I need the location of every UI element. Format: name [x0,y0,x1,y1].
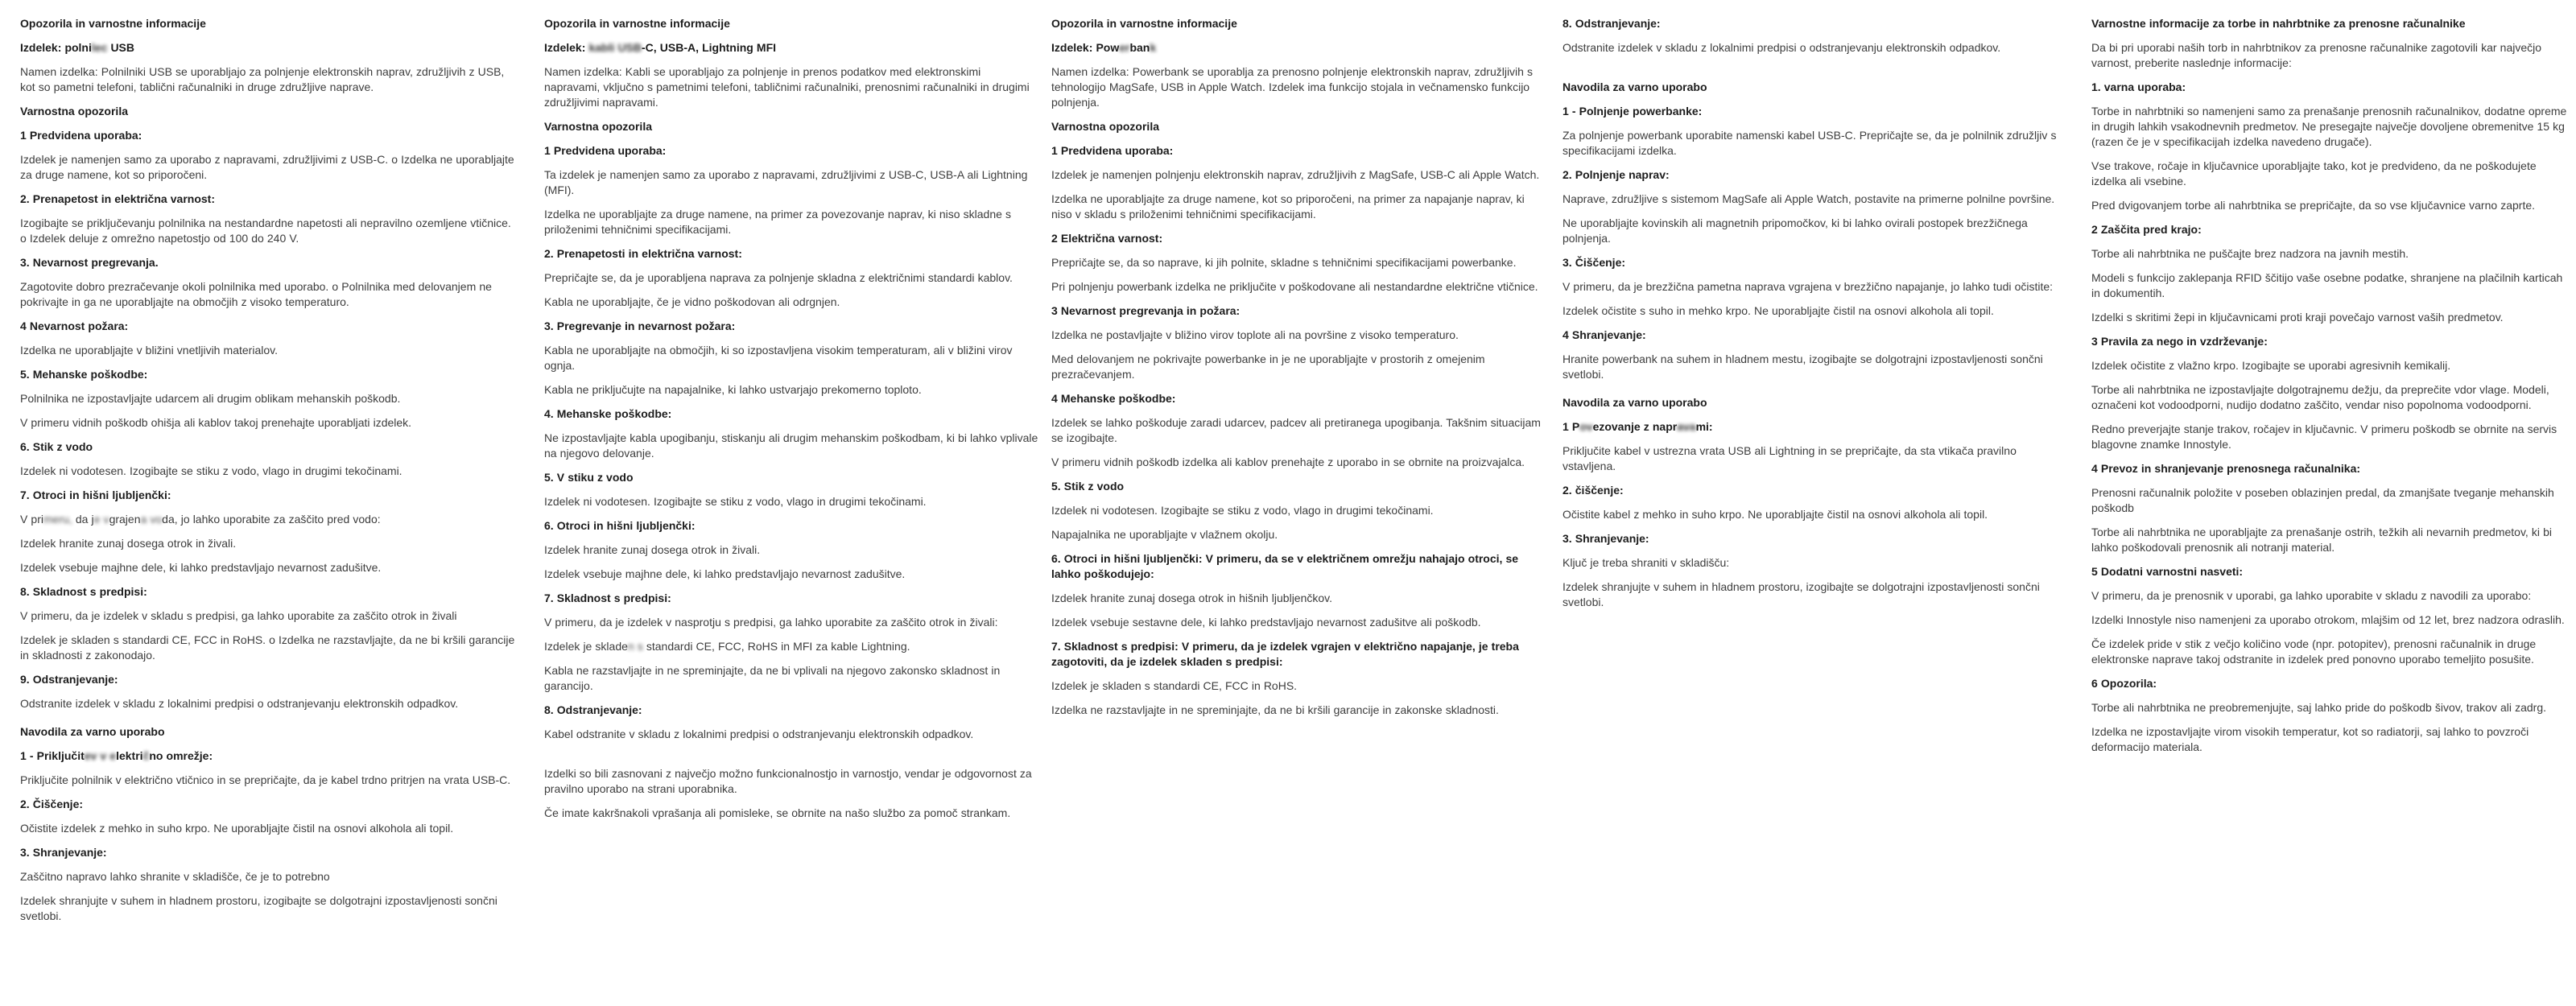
paragraph: Priključite kabel v ustrezna vrata USB ali Lightning in se prepričajte, da sta vtikača pravilno vstavljena. [1563,444,2017,472]
paragraph: Če imate kakršnakoli vprašanja ali pomisleke, se obrnite na našo službo za pomoč strankam. [544,806,1011,819]
paragraph: Izdelek hranite zunaj dosega otrok in živali. [544,543,761,556]
text-column-usb-charger-safety [20,16,515,933]
section-heading: Varnostna opozorila [20,105,128,118]
paragraph: Za polnjenje powerbank uporabite namenski kabel USB-C. Prepričajte se, da je polnilnik združljiv s specifikacijami izdelka. [1563,129,2057,157]
paragraph: Napajalnika ne uporabljajte v vlažnem okolju. [1051,528,1278,541]
paragraph: Pred dvigovanjem torbe ali nahrbtnika se prepričajte, da so vse ključavnice varno zaprte. [2091,199,2536,212]
paragraph: Polnilnika ne izpostavljajte udarcem ali drugim oblikam mehanskih poškodb. [20,392,401,405]
smudged-text: a vo [140,513,163,526]
paragraph: Ne uporabljajte kovinskih ali magnetnih pripomočkov, ki bi lahko ovirali postopek brezžičnega polnjenja. [1563,216,2028,245]
paragraph: Da bi pri uporabi naših torb in nahrbtnikov za prenosne računalnike zagotovili kar največjo varnost, preberite naslednje informacije: [2091,41,2542,69]
section-heading: 1 - Priključitev v električno omrežje: [20,749,213,762]
paragraph: Izdelka ne razstavljajte in ne spreminjajte, da ne bi kršili garancije in zakonske skladnosti. [1051,703,1499,716]
paragraph: Ta izdelek je namenjen samo za uporabo z napravami, združljivimi z USB-C, USB-A ali Lightning (MFI). [544,168,1028,196]
section-heading: 5 Dodatni varnostni nasveti: [2091,565,2244,578]
section-heading: Navodila za varno uporabo [1563,396,1707,409]
section-heading: 2. Prenapetosti in električna varnost: [544,247,742,260]
section-heading: 4 Shranjevanje: [1563,328,1646,341]
paragraph: Izdelek vsebuje sestavne dele, ki lahko predstavljajo nevarnost zadušitve ali poškodb. [1051,616,1481,629]
paragraph: V primeru, da je vgrajena voda, jo lahko uporabite za zaščito pred vodo: [20,513,381,526]
section-heading: 4 Prevoz in shranjevanje prenosnega računalnika: [2091,462,2361,475]
paragraph: Izdelek se lahko poškoduje zaradi udarcev, padcev ali pretiranega upogibanja. Takšnim situacijam se izogibajte. [1051,416,1541,444]
section-heading: 4 Nevarnost požara: [20,320,129,332]
section-heading: 7. Skladnost s predpisi: [544,592,671,604]
section-heading: Varnostna opozorila [544,120,652,133]
paragraph: Modeli s funkcijo zaklepanja RFID ščitijo vaše osebne podatke, shranjene na plačilnih karticah in dokumentih. [2091,271,2563,299]
paragraph: Zaščitno napravo lahko shranite v skladišče, če je to potrebno [20,870,330,883]
smudged-text: k [1150,41,1157,54]
text-column-powerbank-usage-and-cable-usage [1563,16,2058,619]
section-heading: Izdelek: polnilec USB [20,41,135,54]
paragraph: Izdelek vsebuje majhne dele, ki lahko predstavljajo nevarnost zadušitve. [20,561,382,574]
paragraph: Izdelki so bili zasnovani z največjo možno funkcionalnostjo in varnostjo, vendar je odgovornost za pravilno uporabo na strani uporabnika. [544,767,1032,795]
paragraph: Izdelek shranjujte v suhem in hladnem prostoru, izogibajte se dolgotrajni izpostavljenosti sončni svetlobi. [1563,580,2040,608]
paragraph: Torbe in nahrbtniki so namenjeni samo za prenašanje prenosnih računalnikov, dodatne opreme in drugih lahkih vsakodnevnih predmetov. Ne presegajte največje dovoljene obremenitve 15 kg (razen če je v specifikacijah izdelka navedeno drugače). [2091,105,2567,148]
section-heading: 1 - Polnjenje powerbanke: [1563,105,1703,118]
section-heading: 3. Shranjevanje: [20,846,107,859]
section-heading: 5. V stiku z vodo [544,471,634,484]
paragraph: Izdelek je namenjen polnjenju elektronskih naprav, združljivih z MagSafe, USB-C ali Apple Watch. [1051,168,1540,181]
section-heading: 1. varna uporaba: [2091,80,2186,93]
paragraph: Izdelki s skritimi žepi in ključavnicami proti kraji povečajo varnost vaših predmetov. [2091,311,2504,324]
section-heading: 8. Odstranjevanje: [1563,17,1661,30]
paragraph: Priključite polnilnik v električno vtičnico in se prepričajte, da je kabel trdno pritrjen na vrata USB-C. [20,773,511,786]
paragraph: Izdelek očistite s suho in mehko krpo. Ne uporabljajte čistil na osnovi alkohola ali topil. [1563,304,1994,317]
paragraph: Prepričajte se, da so naprave, ki jih polnite, skladne s tehničnimi specifikacijami powerbanke. [1051,256,1517,269]
paragraph: Namen izdelka: Polnilniki USB se uporabljajo za polnjenje elektronskih naprav, združljivih z USB, kot so pametni telefoni, tablični računalniki in druge združljive naprave. [20,65,505,93]
section-heading: 4. Mehanske poškodbe: [544,407,672,420]
paragraph: Izdelek je skladen s standardi CE, FCC in RoHS. [1051,679,1298,692]
paragraph: Ključ je treba shraniti v skladišču: [1563,556,1730,569]
section-heading: 2. Prenapetost in električna varnost: [20,192,215,205]
smudged-text: kabli USB [588,41,642,54]
paragraph: V primeru, da je prenosnik v uporabi, ga lahko uporabite v skladu z navodili za uporabo: [2091,589,2532,602]
text-column-powerbank-safety [1051,16,1546,727]
section-heading: Navodila za varno uporabo [1563,80,1707,93]
section-heading: Opozorila in varnostne informacije [20,17,206,30]
paragraph: Kabla ne uporabljajte na območjih, ki so izpostavljena visokim temperaturam, ali v bližini virov ognja. [544,344,1013,372]
paragraph: Izdelek hranite zunaj dosega otrok in živali. [20,537,237,550]
paragraph: Izdelka ne izpostavljajte virom visokih temperatur, kot so radiatorji, saj lahko to povzroči deformacijo materiala. [2091,725,2529,753]
section-heading: 8. Odstranjevanje: [544,703,642,716]
paragraph: Ne izpostavljajte kabla upogibanju, stiskanju ali drugim mehanskim poškodbam, ki bi lahko vplivale na njegovo delovanje. [544,431,1038,460]
paragraph: Vse trakove, ročaje in ključavnice uporabljajte tako, kot je predvideno, da ne poškodujete izdelka ali vsebine. [2091,159,2537,188]
text-column-cables-safety [544,16,1039,830]
paragraph: Namen izdelka: Kabli se uporabljajo za polnjenje in prenos podatkov med elektronskimi napravami, vključno s pametnimi telefoni, tabličnimi računalniki, prenosnimi računalniki in drugimi združljivimi napravami. [544,65,1030,109]
section-heading: 2 Električna varnost: [1051,232,1163,245]
paragraph: Izdelek je namenjen samo za uporabo z napravami, združljivimi z USB-C. o Izdelka ne uporabljajte za druge namene, kot so priporočeni. [20,153,514,181]
section-heading: 4 Mehanske poškodbe: [1051,392,1176,405]
paragraph: Pri polnjenju powerbank izdelka ne priključite v poškodovane ali nestandardne električne vtičnice. [1051,280,1538,293]
paragraph: V primeru, da je brezžična pametna naprava vgrajena v brezžično napajanje, jo lahko tudi očistite: [1563,280,2054,293]
paragraph: Izdelek vsebuje majhne dele, ki lahko predstavljajo nevarnost zadušitve. [544,567,906,580]
section-heading: Izdelek: Powerbank [1051,41,1157,54]
smudged-text: n s [627,640,646,653]
paragraph: Med delovanjem ne pokrivajte powerbanke in je ne uporabljajte v prostorih z omejenim prezračevanjem. [1051,353,1485,381]
text-column-laptop-bags-safety [2091,16,2574,764]
section-heading: Opozorila in varnostne informacije [544,17,730,30]
paragraph: V primeru vidnih poškodb ohišja ali kablov takoj prenehajte uporabljati izdelek. [20,416,412,429]
section-heading: 1 Povezovanje z napravami: [1563,420,1713,433]
section-heading: 3. Čiščenje: [1563,256,1626,269]
section-heading: Varnostna opozorila [1051,120,1159,133]
section-heading: 2. Polnjenje naprav: [1563,168,1670,181]
paragraph: Prepričajte se, da je uporabljena naprava za polnjenje skladna z električnimi standardi kablov. [544,271,1013,284]
section-heading: 6. Otroci in hišni ljubljenčki: [544,519,696,532]
section-heading: 6. Stik z vodo [20,440,93,453]
paragraph: Torbe ali nahrbtnika ne izpostavljajte dolgotrajnemu dežju, da preprečite vdor vlage. Modeli, označeni kot vodoodporni, nudijo dodatno zaščito, vendar niso popolnoma vodoodporni. [2091,383,2549,411]
paragraph: Izdelek ni vodotesen. Izogibajte se stiku z vodo, vlago in drugimi tekočinami. [544,495,927,508]
smudged-text: ava [1677,420,1696,433]
section-heading: 1 Predvidena uporaba: [544,144,667,157]
paragraph: Očistite kabel z mehko in suho krpo. Ne uporabljajte čistil na osnovi alkohola ali topil. [1563,508,1988,521]
paragraph: V primeru vidnih poškodb izdelka ali kablov prenehajte z uporabo in se obrnite na proizvajalca. [1051,456,1525,468]
section-heading: 7. Otroci in hišni ljubljenčki: [20,489,171,501]
smudged-text: ov [1579,420,1593,433]
paragraph: Izdelek očistite z vlažno krpo. Izogibajte se uporabi agresivnih kemikalij. [2091,359,2451,372]
paragraph: Izogibajte se priključevanju polnilnika na nestandardne napetosti ali nepravilno ozemljene vtičnice. o Izdelek deluje z omrežno napetostjo od 100 do 240 V. [20,216,511,245]
section-heading: 7. Skladnost s predpisi: V primeru, da je izdelek vgrajen v električno napajanje, je treba zagotoviti, da je izdelek skladen s predpisi: [1051,640,1519,668]
section-heading: 3 Pravila za nego in vzdrževanje: [2091,335,2268,348]
paragraph: Izdelek hranite zunaj dosega otrok in hišnih ljubljenčkov. [1051,592,1333,604]
smudged-text: meru, [43,513,76,526]
section-heading: 6. Otroci in hišni ljubljenčki: V primeru, da se v električnem omrežju nahajajo otroci, se lahko poškodujejo: [1051,552,1519,580]
smudged-text: lec [91,41,108,54]
paragraph: Zagotovite dobro prezračevanje okoli polnilnika med uporabo. o Polnilnika med delovanjem ne pokrivajte in ga ne uporabljajte na območjih z visoko temperaturo. [20,280,492,308]
paragraph: Izdelka ne uporabljajte v bližini vnetljivih materialov. [20,344,278,357]
paragraph: Očistite izdelek z mehko in suho krpo. Ne uporabljajte čistil na osnovi alkohola ali topil. [20,822,454,835]
paragraph: Naprave, združljive s sistemom MagSafe ali Apple Watch, postavite na primerne polnilne površine. [1563,192,2055,205]
section-heading: Izdelek: kabli USB-C, USB-A, Lightning MFI [544,41,777,54]
paragraph: Kabla ne uporabljajte, če je vidno poškodovan ali odrgnjen. [544,295,840,308]
paragraph: Izdelek ni vodotesen. Izogibajte se stiku z vodo, vlago in drugimi tekočinami. [1051,504,1434,517]
section-heading: 1 Predvidena uporaba: [1051,144,1174,157]
section-heading: 2. Čiščenje: [20,798,84,810]
paragraph: Kabel odstranite v skladu z lokalnimi predpisi o odstranjevanju elektronskih odpadkov. [544,728,974,740]
paragraph: Izdelka ne uporabljajte za druge namene, na primer za povezovanje naprav, ki niso skladne s priloženimi tehničnimi specifikacijami. [544,208,1011,236]
section-heading: 3. Nevarnost pregrevanja. [20,256,159,269]
paragraph: Izdelek je skladen s standardi CE, FCC in RoHS. o Izdelka ne razstavljajte, da ne bi kršili garancije in skladnosti z zakonodajo. [20,633,515,662]
paragraph: Redno preverjajte stanje trakov, ročajev in ključavnic. V primeru poškodb se obrnite na servis blagovne znamke Innostyle. [2091,423,2557,451]
paragraph: Odstranite izdelek v skladu z lokalnimi predpisi o odstranjevanju elektronskih odpadkov. [1563,41,2001,54]
section-heading: 3. Pregrevanje in nevarnost požara: [544,320,736,332]
paragraph: Prenosni računalnik položite v poseben oblazinjen predal, da zmanjšate tveganje mehanskih poškodb [2091,486,2554,514]
section-heading: 3 Nevarnost pregrevanja in požara: [1051,304,1241,317]
paragraph: Kabla ne razstavljajte in ne spreminjajte, da ne bi vplivali na njegovo zakonsko skladnost in garancijo. [544,664,1001,692]
paragraph: V primeru, da je izdelek v nasprotju s predpisi, ga lahko uporabite za zaščito otrok in živali: [544,616,998,629]
section-heading: Navodila za varno uporabo [20,725,165,738]
section-heading: 3. Shranjevanje: [1563,532,1649,545]
section-heading: 1 Predvidena uporaba: [20,129,142,142]
section-heading: 5. Stik z vodo [1051,480,1125,493]
section-heading: 2. čiščenje: [1563,484,1624,497]
paragraph: Izdelek shranjujte v suhem in hladnem prostoru, izogibajte se dolgotrajni izpostavljenosti sončni svetlobi. [20,894,497,922]
section-heading: Varnostne informacije za torbe in nahrbtnike za prenosne računalnike [2091,17,2466,30]
paragraph: Namen izdelka: Powerbank se uporablja za prenosno polnjenje elektronskih naprav, združljivih s tehnologijo MagSafe, USB in Apple Watch. Izdelek ima funkcijo stojala in večnamensko funkcijo polnjenja. [1051,65,1534,109]
smudged-text: ev v e [84,749,117,762]
paragraph: Izdelek je skladen s standardi CE, FCC, RoHS in MFI za kable Lightning. [544,640,910,653]
section-heading: 6 Opozorila: [2091,677,2157,690]
paragraph: Torbe ali nahrbtnika ne puščajte brez nadzora na javnih mestih. [2091,247,2409,260]
paragraph: Torbe ali nahrbtnika ne preobremenjujte, saj lahko pride do poškodb šivov, trakov ali zadrg. [2091,701,2546,714]
smudged-text: e v [93,513,109,526]
paragraph: Odstranite izdelek v skladu z lokalnimi predpisi o odstranjevanju elektronskih odpadkov. [20,697,459,710]
section-heading: Opozorila in varnostne informacije [1051,17,1237,30]
section-heading: 8. Skladnost s predpisi: [20,585,147,598]
paragraph: Če izdelek pride v stik z večjo količino vode (npr. potopitev), prenosni računalnik in druge elektronske naprave takoj odstranite in izdelek pred ponovno uporabo temeljito posušite. [2091,637,2537,666]
section-heading: 5. Mehanske poškodbe: [20,368,148,381]
paragraph: Hranite powerbank na suhem in hladnem mestu, izogibajte se dolgotrajni izpostavljenosti sončni svetlobi. [1563,353,2043,381]
paragraph: Izdelka ne postavljajte v bližino virov toplote ali na površine z visoko temperaturo. [1051,328,1459,341]
smudged-text: er [1119,41,1130,54]
section-heading: 2 Zaščita pred krajo: [2091,223,2202,236]
paragraph: Izdelek ni vodotesen. Izogibajte se stiku z vodo, vlago in drugimi tekočinami. [20,464,402,477]
paragraph: Kabla ne priključujte na napajalnike, ki lahko ustvarjajo prekomerno toploto. [544,383,922,396]
paragraph: Izdelka ne uporabljajte za druge namene, kot so priporočeni, na primer za napajanje naprav, ki niso v skladu s priloženimi tehničnimi specifikacijami. [1051,192,1525,221]
paragraph: Izdelki Innostyle niso namenjeni za uporabo otrokom, mlajšim od 12 let, brez nadzora odraslih. [2091,613,2565,626]
paragraph: V primeru, da je izdelek v skladu s predpisi, ga lahko uporabite za zaščito otrok in živali [20,609,457,622]
paragraph: Torbe ali nahrbtnika ne uporabljajte za prenašanje ostrih, težkih ali nevarnih predmetov, ki bi lahko poškodovali prenosnik ali notranji material. [2091,526,2552,554]
smudged-text: č [142,749,150,762]
section-heading: 9. Odstranjevanje: [20,673,118,686]
